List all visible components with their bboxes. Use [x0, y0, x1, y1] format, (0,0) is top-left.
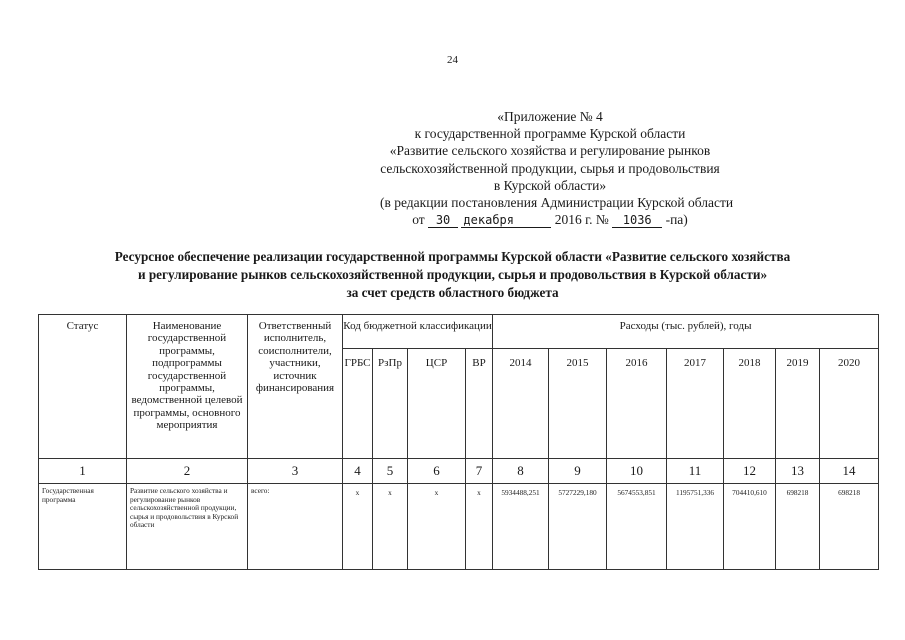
- column-number-row: [39, 459, 879, 484]
- column-number: 8: [493, 459, 549, 484]
- title-line: Ресурсное обеспечение реализации государственной программы Курской области «Развитие сельского хозяйства: [114, 249, 791, 264]
- date-month: декабря: [461, 214, 551, 228]
- header-year: 2020: [820, 349, 879, 459]
- column-number: 4: [343, 459, 373, 484]
- column-number: 12: [724, 459, 776, 484]
- header-year: 2014: [493, 349, 549, 459]
- row-value: 5674553,851: [607, 484, 667, 570]
- resource-table: [38, 314, 879, 570]
- header-year: 2018: [724, 349, 776, 459]
- row-value: 5934488,251: [493, 484, 549, 570]
- column-number: 10: [607, 459, 667, 484]
- date-prefix: от: [412, 212, 425, 228]
- header-year: 2019: [776, 349, 820, 459]
- row-status: Государственная программа: [39, 484, 127, 570]
- doc-number: 1036: [612, 214, 662, 228]
- date-day: 30: [428, 214, 458, 228]
- row-value: 698218: [776, 484, 820, 570]
- column-number: 9: [549, 459, 607, 484]
- row-vr: х: [466, 484, 493, 570]
- column-number: 14: [820, 459, 879, 484]
- title-line: и регулирование рынков сельскохозяйственной продукции, сырья и продовольствия в Курской области»: [137, 267, 768, 282]
- header-expenses: Расходы (тыс. рублей), годы: [493, 315, 879, 349]
- column-number: 7: [466, 459, 493, 484]
- appendix-line: «Развитие сельского хозяйства и регулирование рынков: [389, 143, 711, 159]
- appendix-line: сельскохозяйственной продукции, сырья и продовольствия: [380, 160, 720, 176]
- column-number: 5: [373, 459, 408, 484]
- appendix-line: (в редакции постановления Администрации Курской области: [380, 195, 734, 211]
- column-number: 1: [39, 459, 127, 484]
- doc-suffix: -па): [665, 212, 688, 228]
- document-title: [20, 248, 885, 302]
- header-year: 2016: [607, 349, 667, 459]
- appendix-date-line: [380, 211, 720, 228]
- column-number: 13: [776, 459, 820, 484]
- column-number: 11: [667, 459, 724, 484]
- row-grbs: х: [343, 484, 373, 570]
- date-year: 2016 г. №: [554, 212, 609, 228]
- column-number: 2: [127, 459, 248, 484]
- appendix-block: [380, 108, 734, 228]
- column-number: 6: [408, 459, 466, 484]
- row-executor: всего:: [248, 484, 343, 570]
- header-csr: ЦСР: [408, 349, 466, 459]
- title-line: за счет средств областного бюджета: [346, 285, 559, 300]
- header-year: 2015: [549, 349, 607, 459]
- header-executor: Ответственный исполнитель, соисполнители, участники, источник финансирования: [248, 315, 343, 459]
- table-row: [39, 484, 879, 570]
- page-number: 24: [447, 54, 458, 66]
- appendix-line: «Приложение № 4: [497, 109, 603, 124]
- column-number: 3: [248, 459, 343, 484]
- header-status: Статус: [39, 315, 127, 459]
- header-rzpr: РзПр: [373, 349, 408, 459]
- appendix-line: в Курской области»: [493, 177, 607, 193]
- header-budget-code: Код бюджетной классификации: [343, 315, 493, 349]
- row-rzpr: х: [373, 484, 408, 570]
- header-grbs: ГРБС: [343, 349, 373, 459]
- row-value: 698218: [820, 484, 879, 570]
- row-name: Развитие сельского хозяйства и регулирование рынков сельскохозяйственной продукции, сырья и продовольствия в Курской области: [127, 484, 248, 570]
- header-year: 2017: [667, 349, 724, 459]
- row-value: 5727229,180: [549, 484, 607, 570]
- row-value: 1195751,336: [667, 484, 724, 570]
- header-vr: ВР: [466, 349, 493, 459]
- header-name: Наименование государственной программы, подпрограммы государственной программы, ведомственной целевой программы, основного мероприятия: [127, 315, 248, 459]
- row-value: 704410,610: [724, 484, 776, 570]
- row-csr: х: [408, 484, 466, 570]
- appendix-line: к государственной программе Курской области: [414, 126, 686, 142]
